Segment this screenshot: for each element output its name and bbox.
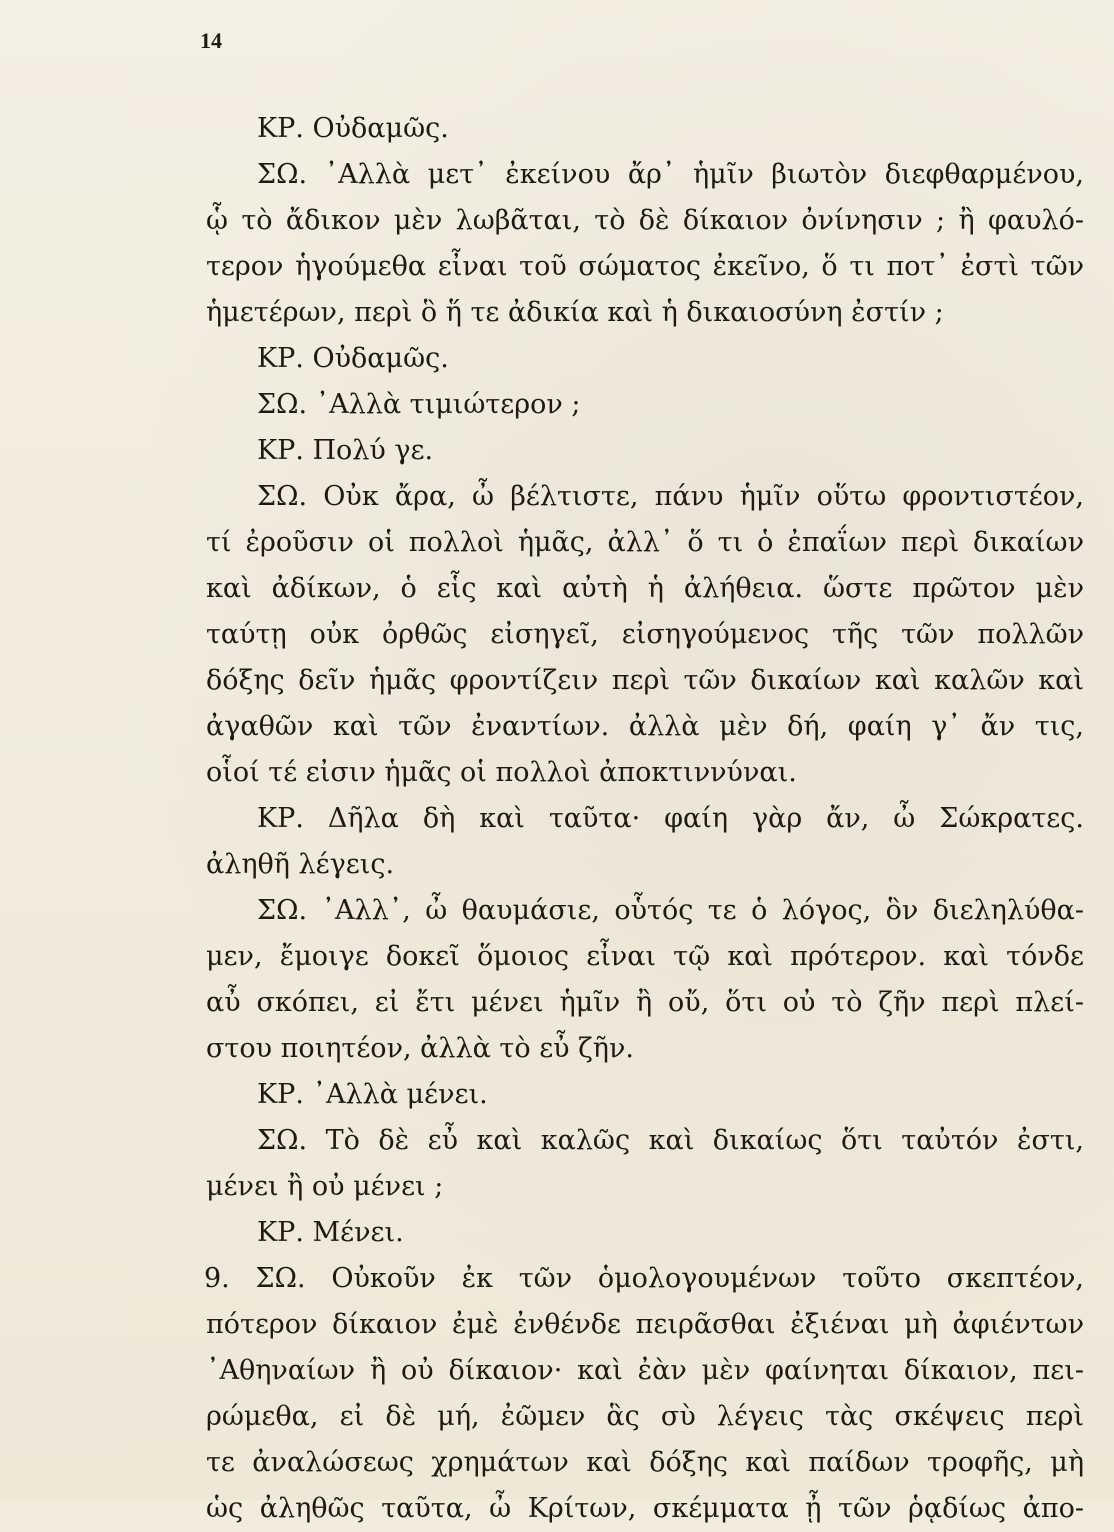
text-line: ΣΩ. Τὸ δὲ εὖ καὶ καλῶς καὶ δικαίως ὅτι ταὐτόν ἐστι, (257, 1125, 1084, 1156)
text-line: ΣΩ. ᾿Αλλὰ τιμιώτερον ; (257, 389, 581, 420)
text-line: μεν, ἔμοιγε δοκεῖ ὅμοιος εἶναι τῷ καὶ πρότερον. καὶ τόνδε (206, 941, 1084, 972)
text-line: τερον ἡγούμεθα εἶναι τοῦ σώματος ἐκεῖνο, ὅ τι ποτ᾿ ἐστὶ τῶν (206, 251, 1084, 282)
text-line: ΣΩ. Οὐκ ἄρα, ὦ βέλτιστε, πάνυ ἡμῖν οὕτω φροντιστέον, (257, 481, 1084, 512)
text-line: ΚΡ. Δῆλα δὴ καὶ ταῦτα· φαίη γὰρ ἄν, ὦ Σώκρατες. (257, 803, 1084, 834)
text-line: ΚΡ. Πολύ γε. (257, 435, 434, 466)
text-line: δόξης δεῖν ἡμᾶς φροντίζειν περὶ τῶν δικαίων καὶ καλῶν καὶ (206, 665, 1084, 696)
text-line: ΚΡ. Μένει. (257, 1217, 404, 1248)
text-line: πότερον δίκαιον ἐμὲ ἐνθένδε πειρᾶσθαι ἐξιέναι μὴ ἀφιέντων (206, 1309, 1084, 1340)
text-line: ᾧ τὸ ἄδικον μὲν λωβᾶται, τὸ δὲ δίκαιον ὀνίνησιν ; ἢ φαυλό- (206, 205, 1084, 236)
text-line: μένει ἢ οὐ μένει ; (206, 1171, 444, 1202)
text-line: ἀληθῆ λέγεις. (206, 849, 395, 880)
text-line: ΚΡ. Οὐδαμῶς. (257, 113, 449, 144)
text-line: ΣΩ. ᾿Αλλὰ μετ᾿ ἐκείνου ἄρ᾿ ἡμῖν βιωτὸν διεφθαρμένου, (257, 159, 1084, 190)
text-line: τε ἀναλώσεως χρημάτων καὶ δόξης καὶ παίδων τροφῆς, μὴ (206, 1447, 1084, 1478)
text-line: ᾿Αθηναίων ἢ οὐ δίκαιον· καὶ ἐὰν μὲν φαίνηται δίκαιον, πει- (206, 1355, 1084, 1386)
page-number: 14 (200, 28, 222, 53)
text-line: στου ποιητέον, ἀλλὰ τὸ εὖ ζῆν. (206, 1033, 634, 1064)
text-line: τί ἐροῦσιν οἱ πολλοὶ ἡμᾶς, ἀλλ᾿ ὅ τι ὁ ἐπαΐων περὶ δικαίων (206, 527, 1084, 558)
text-line: ταύτῃ οὐκ ὀρθῶς εἰσηγεῖ, εἰσηγούμενος τῆς τῶν πολλῶν (206, 619, 1084, 650)
text-line: ΚΡ. Οὐδαμῶς. (257, 343, 449, 374)
text-line: ρώμεθα, εἰ δὲ μή, ἐῶμεν ἃς σὺ λέγεις τὰς σκέψεις περὶ (206, 1401, 1084, 1432)
text-line: οἷοί τέ εἰσιν ἡμᾶς οἱ πολλοὶ ἀποκτιννύναι. (206, 757, 797, 788)
greek-text-body (184, 106, 1084, 1532)
text-line: 9. ΣΩ. Οὐκοῦν ἐκ τῶν ὁμολογουμένων τοῦτο σκεπτέον, (204, 1263, 1084, 1294)
text-line: ΣΩ. ᾿Αλλ᾿, ὦ θαυμάσιε, οὗτός τε ὁ λόγος, ὃν διεληλύθα- (257, 895, 1084, 926)
text-line: ὡς ἀληθῶς ταῦτα, ὦ Κρίτων, σκέμματα ᾖ τῶν ῥᾳδίως ἀπο- (206, 1493, 1084, 1524)
text-line: καὶ ἀδίκων, ὁ εἷς καὶ αὐτὴ ἡ ἀλήθεια. ὥστε πρῶτον μὲν (206, 573, 1084, 604)
text-line: αὖ σκόπει, εἰ ἔτι μένει ἡμῖν ἢ οὔ, ὅτι οὐ τὸ ζῆν περὶ πλεί- (206, 987, 1084, 1018)
text-line: ἡμετέρων, περὶ ὃ ἥ τε ἀδικία καὶ ἡ δικαιοσύνη ἐστίν ; (206, 297, 944, 328)
text-line: ΚΡ. ᾿Αλλὰ μένει. (257, 1079, 488, 1110)
text-line: ἀγαθῶν καὶ τῶν ἐναντίων. ἀλλὰ μὲν δή, φαίη γ᾿ ἄν τις, (206, 711, 1084, 742)
